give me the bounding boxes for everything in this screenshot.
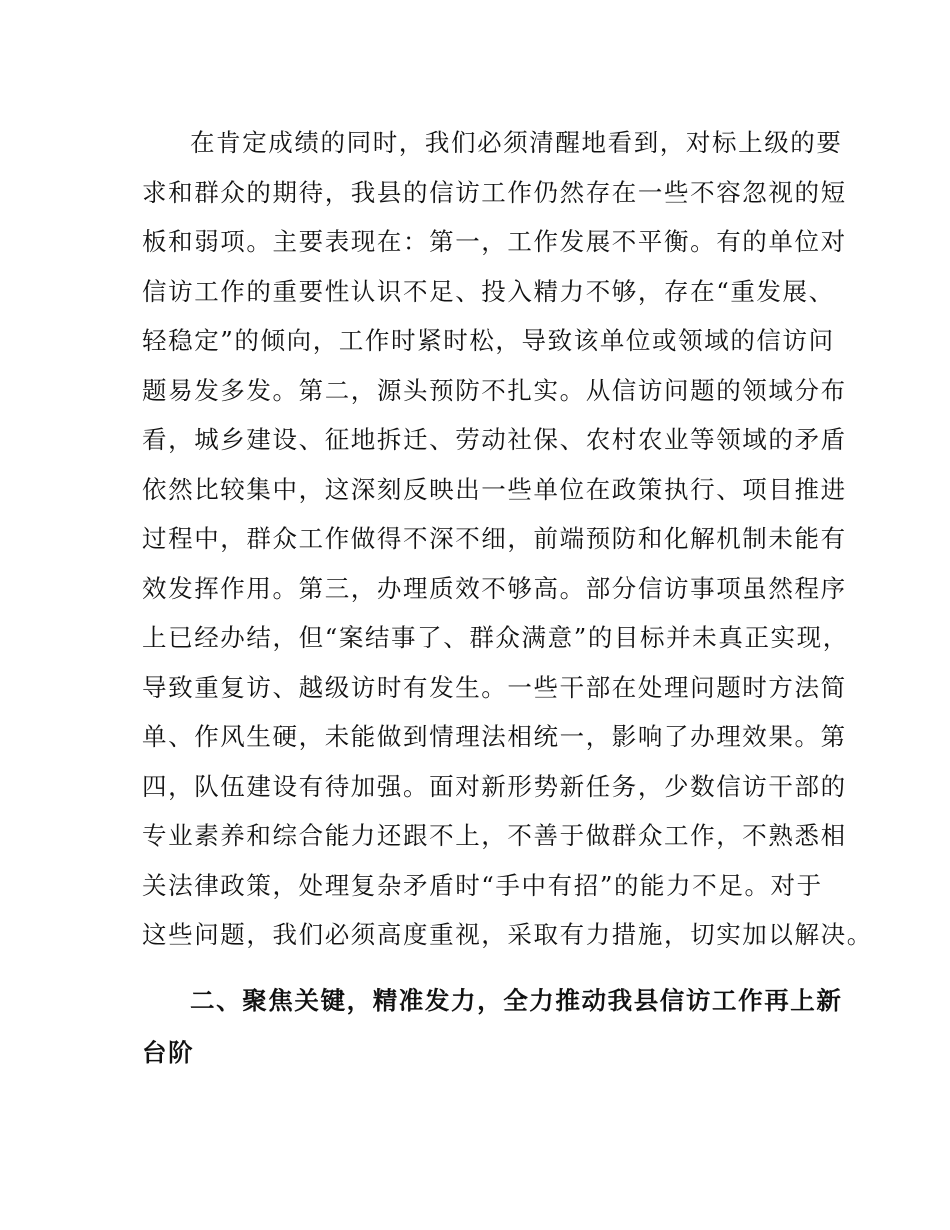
paragraph-line: 上已经办结，但“案结事了、群众满意”的目标并未真正实现，: [142, 623, 849, 652]
paragraph-line: 过程中，群众工作做得不深不细，前端预防和化解机制未能有: [142, 524, 847, 553]
paragraph-line: 单、作风生硬，未能做到情理法相统一，影响了办理效果。第: [142, 722, 847, 751]
paragraph-line: 效发挥作用。第三，办理质效不够高。部分信访事项虽然程序: [142, 573, 847, 603]
paragraph-line: 关法律政策，处理复杂矛盾时“手中有招”的能力不足。对于: [142, 870, 823, 900]
paragraph-line: 题易发多发。第二，源头预防不扎实。从信访问题的领域分布: [142, 375, 847, 405]
paragraph-line: 在肯定成绩的同时，我们必须清醒地看到，对标上级的要: [190, 128, 843, 157]
section-heading: [142, 975, 843, 1079]
paragraph-line: 求和群众的期待，我县的信访工作仍然存在一些不容忽视的短: [142, 177, 847, 207]
paragraph-line: 四，队伍建设有待加强。面对新形势新任务，少数信访干部的: [142, 771, 847, 801]
paragraph-line: 专业素养和综合能力还跟不上，不善于做群众工作，不熟悉相: [142, 821, 847, 850]
paragraph-line: 看，城乡建设、征地拆迁、劳动社保、农村农业等领域的矛盾: [142, 425, 847, 454]
body-paragraph: [142, 118, 873, 960]
paragraph-line: 板和弱项。主要表现在：第一，工作发展不平衡。有的单位对: [142, 227, 847, 256]
heading-line: 台阶: [142, 1038, 195, 1067]
paragraph-line: 导致重复访、越级访时有发生。一些干部在处理问题时方法简: [142, 672, 847, 702]
paragraph-line: 依然比较集中，这深刻反映出一些单位在政策执行、项目推进: [142, 474, 847, 504]
paragraph-line: 信访工作的重要性认识不足、投入精力不够，存在“重发展、: [142, 276, 835, 306]
paragraph-line: 这些问题，我们必须高度重视，采取有力措施，切实加以解决。: [142, 920, 873, 949]
heading-line: 二、聚焦关键，精准发力，全力推动我县信访工作再上新: [190, 986, 843, 1015]
paragraph-line: 轻稳定”的倾向，工作时紧时松，导致该单位或领域的信访问: [142, 326, 835, 355]
